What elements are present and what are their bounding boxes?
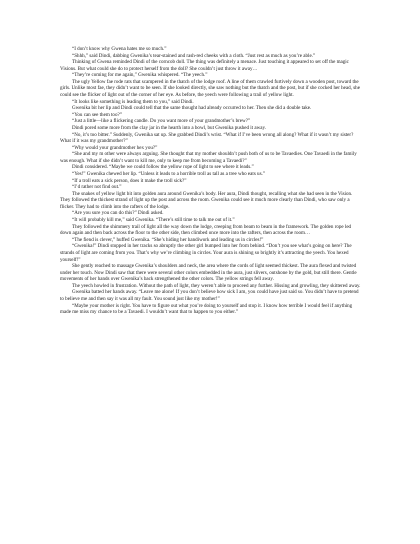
paragraph: The ugly Yellow fae rode rats that scampered in the thatch of the lodge roof. A line of them crawled furtively down a wooden post, toward the girls. Unlike most fae, they didn’t want to be seen. If she looked directly, she saw nothing but the thatch and the post, but if she cocked her head, she could see the flicker of light out of the corner of her eye. As before, the yeech were following a trail of yellow light. xyxy=(60,78,360,99)
paragraph: The yeech howled in frustration. Without the path of light, they weren’t able to proceed any further. Hissing and growling, they skittered away. xyxy=(72,282,361,289)
paragraph: The snakes of yellow light bit into golden aura around Gwenika’s body. Her aura, Dindi thought, recalling what she had seen in the Vision. They followed the thickest strand of light up the post and across the room. Gwenika could see it much more clearly than Dindi, who saw only a flicker. They had to climb into the rafters of the lodge. xyxy=(60,190,353,210)
paragraph: “If a troll eats a sick person, does it make the troll sick?” xyxy=(72,177,187,184)
paragraph: “It looks like something is leading them to you,” said Dindi. xyxy=(72,98,194,105)
paragraph: “Maybe your mother is right. You have to figure out what you’re doing to yourself and stop it. I know how terrible I would feel if anything made me miss my chance to be a Tavaedi. I wouldn’t want that to happen to you either.” xyxy=(60,302,353,316)
paragraph: “She and my m other were always arguing. She thought that my mother shouldn’t push both of us to be Tavaedies. One Tavaedi in the family was enough. What if she didn’t want to kill me, only to keep me from becoming a Tavaedi?” xyxy=(60,151,357,164)
paragraph: “I’d rather not find out.” xyxy=(72,184,122,191)
paragraph: She gently reached to massage Gwenika’s shoulders and neck, the area where the cords of light seemed thickest. The aura flexed and twisted under her touch. Now Dindi saw that there were several other colors embedded in the aura, just slivers, outshone by the gold, but still there. Gentle movements of her hands over Gwenika’s back strengthened the other colors. The yellow strings fell away. xyxy=(60,263,357,283)
paragraph: “Why would your grandmother hex you?” xyxy=(72,144,158,151)
paragraph: “You can see them too?” xyxy=(72,111,122,118)
paragraph: “The fiend is clever,” huffed Gwenika. “She’s hiding her handiwork and leading us in circles!” xyxy=(72,236,264,243)
paragraph: They followed the shimmery trail of light all the way down the lodge, creeping from beam to beam in the framework. The golden rope led down again and then back across the floor to the other side, then climbed once more into the rafters, then across the room… xyxy=(60,223,352,237)
paragraph: “No, it’s too bitter.” Suddenly, Gwenika sat up. She grabbed Dindi’s wrist. “What if I’ve been wrong all along? What if it wasn’t my sister? What if it was my grandmother?” xyxy=(60,131,354,145)
paragraph: “They’re coming for me again,” Gwenika whispered. “The yeech.” xyxy=(72,72,208,79)
paragraph: Thinking of Gwena reminded Dindi of the corncob doll. The thing was definitely a menace. Just touching it appeared to set off the magic Visions. But what could she do to protect herself from the doll? She couldn’t just throw it away… xyxy=(60,59,349,72)
paragraph: “Shhh,” said Dindi, dabbing Gwenika’s tear-stained and rash-red cheeks with a cloth. “Just rest as much as you’re able.” xyxy=(72,52,316,59)
paragraph: “Are you sure you can do this?” Dindi asked. xyxy=(72,210,164,217)
paragraph: Dindi considered. “Maybe we could follow the yellow rope of light to see where it leads.” xyxy=(72,164,254,171)
paragraph: Gwenika batted her hands away. “Leave me alone! If you don’t believe how sick I am, you could have just said so. You didn’t have to pretend to believe me and then say it was all my fault. You sound just like my mother!” xyxy=(60,289,359,302)
paragraph: “It will probably kill me,” said Gwenika. “There’s still time to talk me out of it.” xyxy=(72,217,235,224)
paragraph: “Yes!” Gwenika chewed her lip. “Unless it leads to a horrible troll as tall as a tree who eats us.” xyxy=(72,170,266,177)
paragraph: “Just a little—like a flickering candle. Do you want more of your grandmother’s brew?” xyxy=(72,118,251,125)
paragraph: Dindi pored some more from the clay jar in the hearth into a bowl, but Gwenika pushed it away. xyxy=(72,124,266,131)
paragraph: “I don’t know why Gwena hates me so much.” xyxy=(72,46,167,52)
paragraph: Gwenika bit her lip and Dindi could tell that the same thought had already occurred to her. Then she did a double take. xyxy=(72,105,312,112)
document-page xyxy=(60,46,363,316)
paragraph: “Gwenika!” Dindi stopped in her tracks so abruptly the other girl bumped into her from behind. “Don’t you see what’s going on here? The strands of light are coming from you. That’s why we’re climbing in circles. Your aura is shining so brightly it’s attracting the yeech. You hexed yourself!” xyxy=(60,243,352,263)
